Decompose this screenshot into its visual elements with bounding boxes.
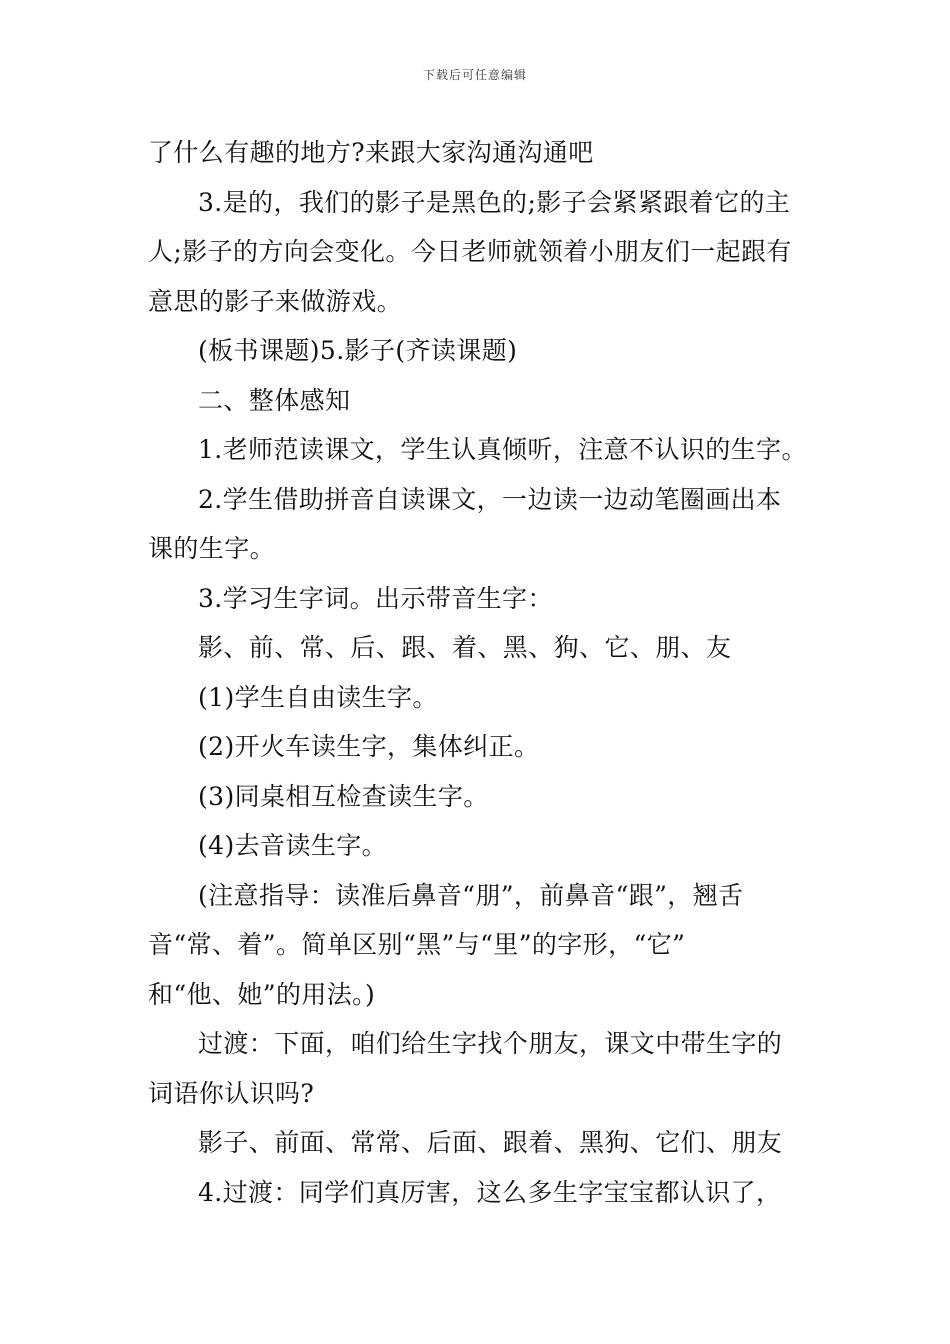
text-line: 课的生字。 (148, 534, 276, 563)
text-line: 影子、前面、常常、后面、跟着、黑狗、它们、朋友 (198, 1128, 783, 1157)
text-line: (2)开火车读生字，集体纠正。 (198, 732, 540, 761)
text-line: (注意指导：读准后鼻音“朋”，前鼻音“跟”，翘舌 (198, 880, 744, 910)
text-line: 1.老师范读课文，学生认真倾听，注意不认识的生字。 (198, 435, 807, 464)
text-line: 过渡：下面，咱们给生字找个朋友，课文中带生字的 (198, 1029, 783, 1058)
text-line: (3)同桌相互检查读生字。 (198, 781, 489, 811)
section-heading: 二、整体感知 (198, 385, 351, 415)
text-line: 影、前、常、后、跟、着、黑、狗、它、朋、友 (198, 633, 732, 662)
text-line: 音“常、着”。简单区别“黑”与“里”的字形，“它” (148, 930, 686, 959)
text-line: (4)去音读生字。 (198, 831, 388, 860)
text-line: 意思的影子来做游戏。 (148, 286, 403, 316)
text-line: 3.学习生字词。出示带音生字： (198, 583, 553, 613)
document-body (148, 128, 808, 1217)
text-line: 词语你认识吗? (148, 1078, 315, 1108)
text-line: 人;影子的方向会变化。今日老师就领着小朋友们一起跟有 (148, 237, 792, 266)
text-line: 2.学生借助拼音自读课文，一边读一边动笔圈画出本 (198, 484, 782, 514)
text-line: 和“他、她”的用法。) (148, 979, 376, 1009)
text-line: 4.过渡：同学们真厉害，这么多生字宝宝都认识了， (198, 1177, 782, 1207)
text-line: 了什么有趣的地方?来跟大家沟通沟通吧 (148, 138, 594, 167)
text-line: 3.是的，我们的影子是黑色的;影子会紧紧跟着它的主 (198, 187, 791, 217)
text-line: (1)学生自由读生字。 (198, 682, 438, 712)
text-line: (板书课题)5.影子(齐读课题) (198, 336, 518, 365)
page-header-note: 下载后可任意编辑 (422, 68, 527, 82)
